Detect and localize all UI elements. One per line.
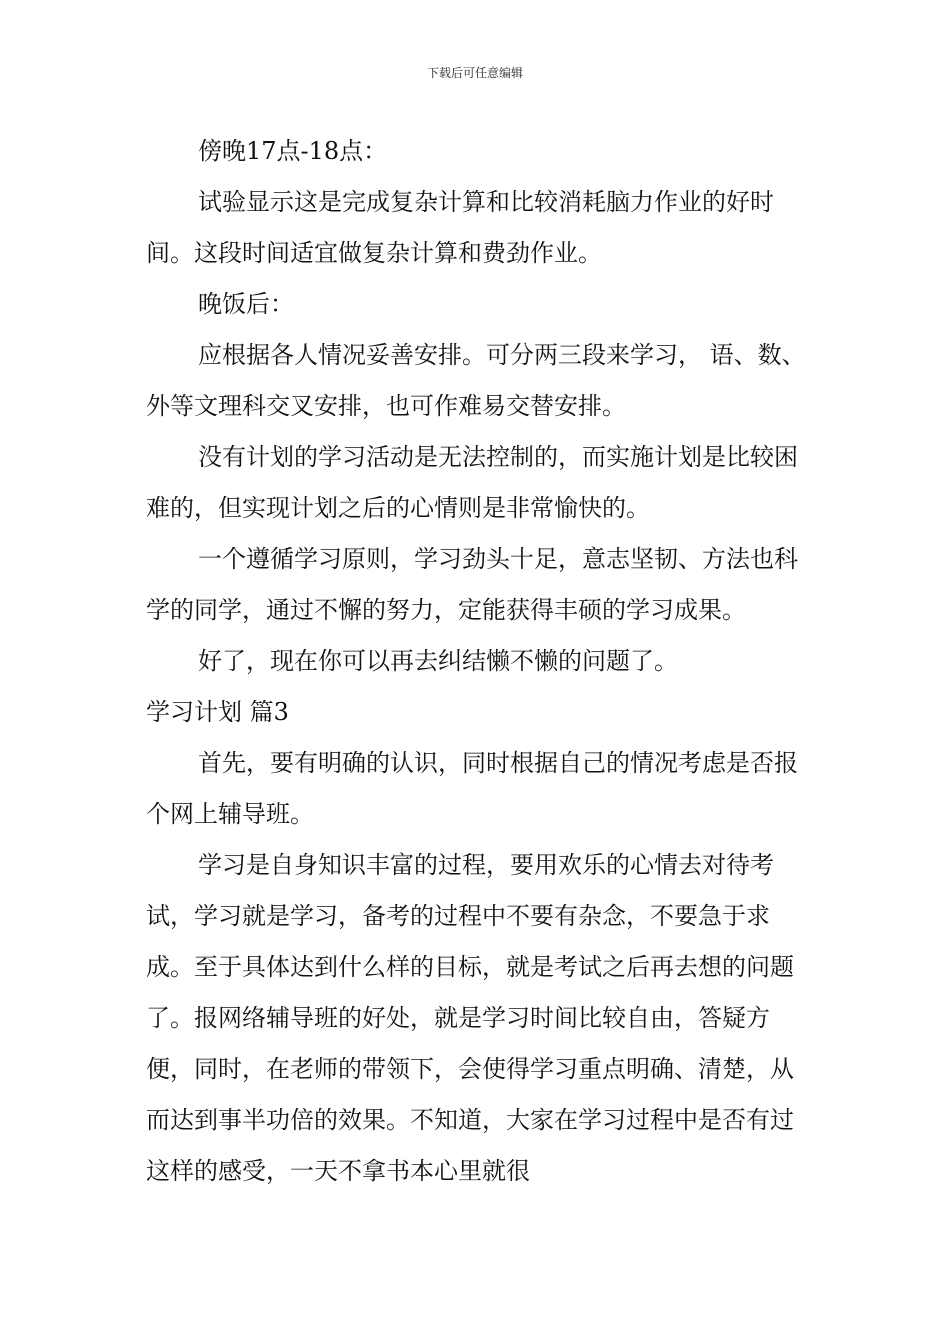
page-header: 下载后可任意编辑 (426, 66, 523, 80)
paragraph-evening-time: 傍晚17点-18点： (198, 137, 388, 165)
document-body (146, 126, 806, 1197)
paragraph-first: 首先，要有明确的认识，同时根据自己的情况考虑是否报个网上辅导班。 (146, 749, 798, 828)
paragraph-after-dinner-desc: 应根据各人情况妥善安排。可分两三段来学习， 语、数、外等文理科交叉安排，也可作难易交替安排。 (146, 341, 806, 420)
paragraph-after-dinner: 晚饭后： (198, 290, 294, 318)
paragraph-evening-desc: 试验显示这是完成复杂计算和比较消耗脑力作业的好时间。这段时间适宜做复杂计算和费劲作业。 (146, 188, 774, 267)
paragraph-principle: 一个遵循学习原则，学习劲头十足，意志坚韧、方法也科学的同学，通过不懈的努力，定能获得丰硕的学习成果。 (146, 545, 798, 624)
paragraph-no-plan: 没有计划的学习活动是无法控制的，而实施计划是比较困难的，但实现计划之后的心情则是非常愉快的。 (146, 443, 798, 522)
paragraph-learning: 学习是自身知识丰富的过程，要用欢乐的心情去对待考试，学习就是学习，备考的过程中不要有杂念，不要急于求成。至于具体达到什么样的目标，就是考试之后再去想的问题了。报网络辅导班的好处，就是学习时间比较自由，答疑方便，同时，在老师的带领下，会使得学习重点明确、清楚，从而达到事半功倍的效果。不知道，大家在学习过程中是否有过这样的感受，一天不拿书本心里就很 (146, 851, 794, 1185)
paragraph-conclusion: 好了，现在你可以再去纠结懒不懒的问题了。 (198, 647, 678, 675)
section-heading: 学习计划 篇3 (146, 698, 289, 726)
